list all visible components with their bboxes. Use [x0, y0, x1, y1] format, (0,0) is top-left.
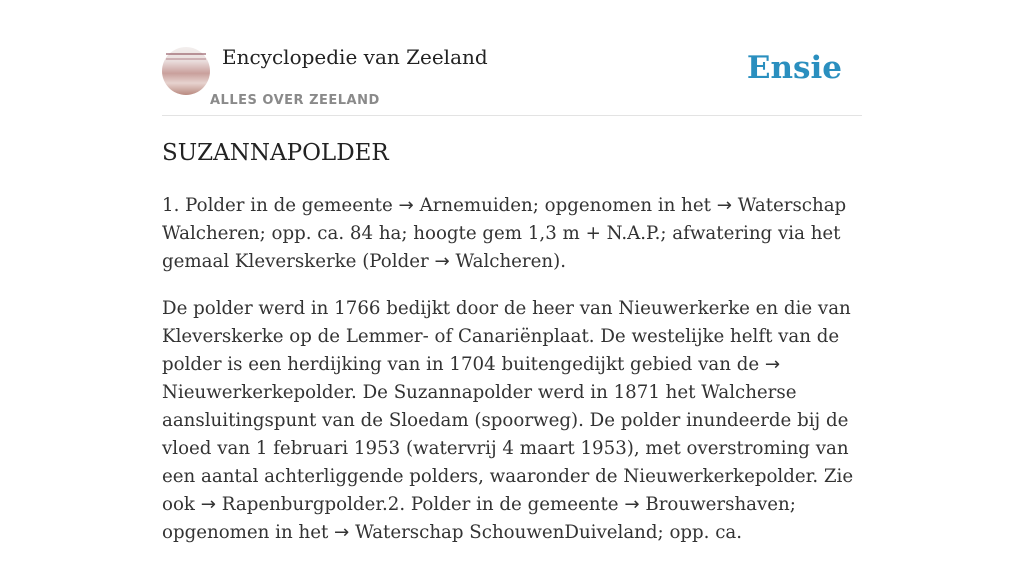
link-nieuwerkerkepolder[interactable]: Nieuwerkerkepolder. De Suzannapolder werd in 1871 het Walcherse aansluitingspunt van de Sloedam (spoorweg). De polder inundeerde bij de vloed van 1 februari 1953 (watervrij 4 maart 1953), met overstroming van een aantal achterliggende polders, waaronder de Nieuwerkerkepolder. Zie ook	[162, 382, 854, 515]
entry-title: SUZANNAPOLDER	[162, 140, 389, 166]
link-waterschap-walcheren[interactable]: Waterschap Walcheren; opp. ca. 84 ha; hoogte gem 1,3 m + N.A.P.; afwatering via het gemaal Kleverskerke (Polder	[162, 195, 847, 272]
entry-paragraph-1	[162, 192, 862, 276]
arrow-link-icon[interactable]: →	[764, 354, 781, 375]
polder-landscape-avatar[interactable]	[162, 47, 210, 95]
arrow-link-icon[interactable]: →	[716, 195, 732, 216]
ensie-logo-link[interactable]: Ensie	[746, 50, 842, 86]
link-arnemuiden[interactable]: Arnemuiden; opgenomen in het	[413, 195, 717, 216]
text-segment: De polder werd in 1766 bedijkt door de heer van Nieuwerkerke en die van Kleverskerke op de Lemmer- of Canariënplaat. De westelijke helft van de polder is een herdijking van in 1704 buitengedijkt gebied van de	[162, 298, 851, 375]
site-header	[162, 0, 862, 116]
link-rapenburgpolder[interactable]: Rapenburgpolder.2. Polder in de gemeente	[215, 494, 625, 515]
text-segment: 1. Polder in de gemeente	[162, 195, 399, 216]
arrow-link-icon[interactable]: →	[200, 494, 216, 515]
arrow-link-icon[interactable]: →	[434, 251, 450, 272]
link-brouwershaven[interactable]: Brouwershaven; opgenomen in het	[162, 494, 796, 543]
content-container	[162, 0, 862, 543]
site-title[interactable]: Encyclopedie van Zeeland	[222, 45, 488, 69]
site-subtitle: ALLES OVER ZEELAND	[210, 93, 380, 108]
arrow-link-icon[interactable]: →	[624, 494, 640, 515]
arrow-link-icon[interactable]: →	[334, 522, 350, 543]
link-waterschap-schouwenduiveland[interactable]: Waterschap SchouwenDuiveland; opp. ca.	[349, 522, 743, 543]
entry-paragraph-2	[162, 295, 862, 547]
entry-body	[162, 192, 862, 566]
link-walcheren[interactable]: Walcheren).	[449, 251, 566, 272]
arrow-link-icon[interactable]: →	[398, 195, 414, 216]
